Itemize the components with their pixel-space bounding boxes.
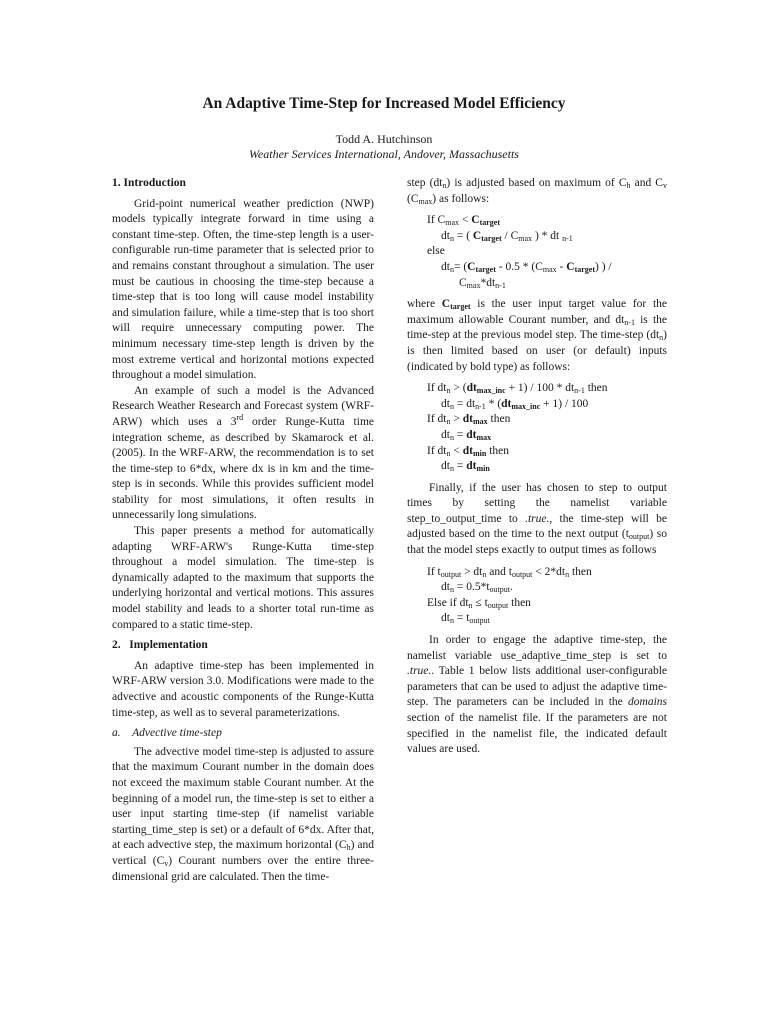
author-name: Todd A. Hutchinson xyxy=(335,132,433,146)
advective-paragraph: The advective model time-step is adjusted to assure that the maximum Courant number in the domain does not exceed the maximum stable Courant number. At the beginning of a model run, the time-step is set to either a user input starting time-step (if namelist variable starting_time_step is set) or a default of 6*dx. After that, at each advective step, the maximum horizontal $(C_h)$ and vertical $(C_v)$ Courant numbers over the entire three-dimensional grid are calculated. Then the time- xyxy=(112,745,374,883)
paper-title: An Adaptive Time-Step for Increased Model Efficiency xyxy=(202,95,566,112)
intro-paragraph-3: This paper presents a method for automatically adapting WRF-ARW's Runge-Kutta time-step throughout a model simulation. The time-step is dynamically adapted to the maximum that supports the underlying horizontal and vertical motions. This assures model stability and leads to a shorter total run-time as compared to a static time-step. xyxy=(112,525,374,631)
author-affiliation: Weather Services International, Andover, Massachusetts xyxy=(249,147,519,161)
intro-paragraph-2: An example of such a model is the Advanced Research Weather Research and Forecast system (WRF-ARW) which uses a 3rd order Runge-Kutta time integration scheme, as described by Skamarock et al. (2005). In the WRF-ARW, the recommendation is to set the time-step to 6*dx, where dx is in km and the time-step is in seconds. While this provides sufficient model stability for most simulations, it often results in unnecessarily long simulations. xyxy=(112,384,374,522)
timestep-limit-algorithm: If $dt_n > (dt_{max\_inc} + 1) / 100 * dt_{n-1}$ then $dt_n = dt_{n-1} * (dt_{max\_inc} + 1) / 100$ If $dt_n > dt_{max}$ then $dt_n = dt_{max}$ If $dt_n < dt_{min}$ then $dt_n = dt_{min}$ xyxy=(427,382,608,474)
implementation-paragraph-1: An adaptive time-step has been implemented in WRF-ARW version 3.0. Modifications were made to the advective and acoustic components of the Runge-Kutta time-step, as well as to several parameterizations. xyxy=(112,659,374,719)
left-column xyxy=(112,176,374,885)
target-courant-paragraph: where $C_{target}$ is the user input target value for the maximum allowable Courant number, and $dt_{n-1}$ is the time-step at the previous model step. The time-step $(dt_n)$ is then limited based on user (or default) inputs (indicated by bold type) as follows: xyxy=(407,298,667,373)
timestep-paragraph: step $(dt_n)$ is adjusted based on maximum of $C_h$ and $C_v$ $(C_{max})$ as follows: xyxy=(407,177,667,206)
output-times-paragraph: Finally, if the user has chosen to step to output times by setting the namelist variable step_to_output_time to .true., the time-step will be adjusted based on the time to the next output $(t_{output})$ so that the model steps exactly to output times as follows xyxy=(407,481,667,557)
timestep-algorithm-1: If $C_{max} < C_{target}$ $dt_n$ = ( $C_{target} / C_{max}$ ) * dt $_{n-1}$ else $dt_n= (C_{target} - 0.5 * (C_{max} - C_{target})$ ) / $C_{max}*dt_{n-1}$ xyxy=(427,214,612,290)
intro-paragraph-1: Grid-point numerical weather prediction (NWP) models typically integrate forward in time using a constant time-step. Often, the time-step length is a user-configurable run-time parameter that is selected prior to and remains constant throughout a simulation. The user must be cautious in choosing the time-step because a time-step that is too long will cause model instability and simulation failure, while a time-step that is too short will require unnecessary computing power. The minimum necessary time-step length is driven by the most extreme vertical and horizontal motions expected throughout a model simulation. xyxy=(112,197,374,382)
output-time-algorithm: If $t_{output} > dt_n$ and $t_{output} < 2*dt_n$ then $dt_n = 0.5*t_{output}$. Else if $dt_n \le t_{output}$ then $dt_n = t_{output}$ xyxy=(427,565,592,626)
subsection-heading-advective: a. Advective time-step xyxy=(112,727,222,740)
right-column xyxy=(407,176,667,758)
engage-adaptive-paragraph: In order to engage the adaptive time-step, the namelist variable use_adaptive_time_step is set to .true.. Table 1 below lists additional user-configurable parameters that can be used to adjust the adaptive time-step. The parameters can be included in the domains section of the namelist file. If the parameters are not specified in the namelist file, the indicated default values are used. xyxy=(407,634,667,756)
section-heading-introduction: 1. Introduction xyxy=(112,177,186,189)
section-heading-implementation: 2. Implementation xyxy=(112,639,208,652)
